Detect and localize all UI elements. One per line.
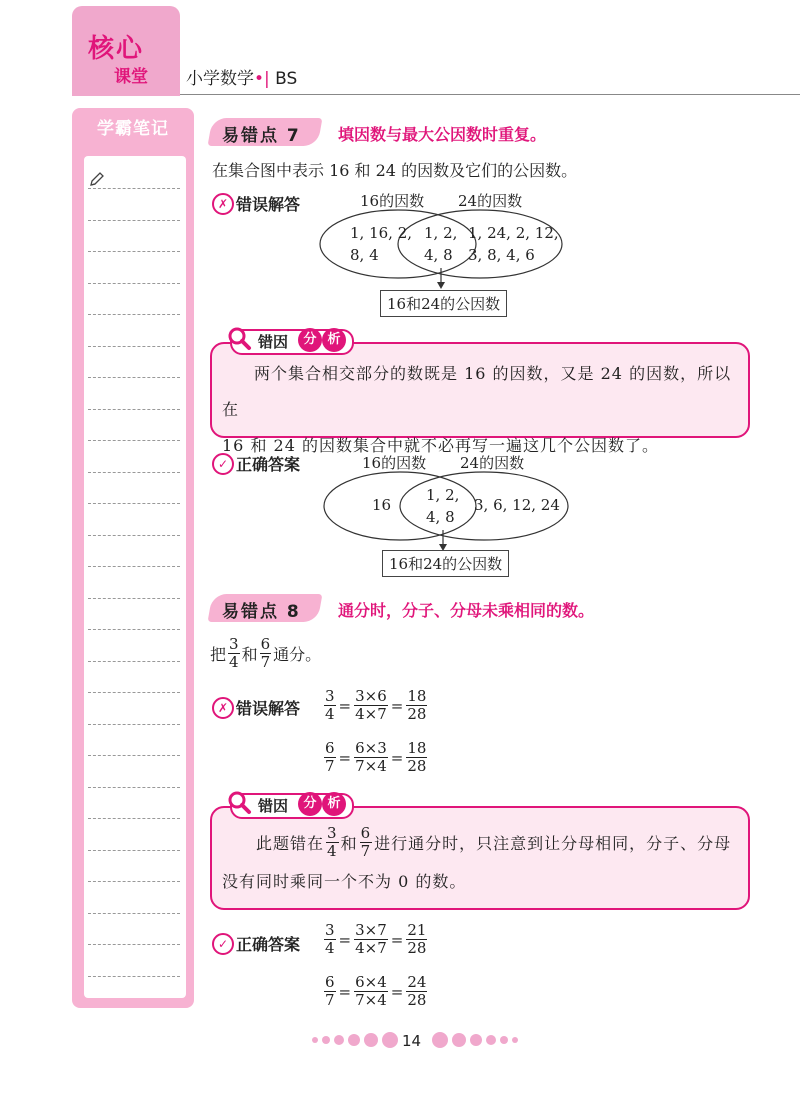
numerator: 6×4 bbox=[355, 973, 387, 991]
numerator: 3 bbox=[325, 921, 335, 939]
wrong-venn-mid-line2: 4, 8 bbox=[424, 246, 453, 264]
numerator: 18 bbox=[407, 687, 427, 705]
denominator: 28 bbox=[407, 757, 427, 775]
wrong-venn-arrow bbox=[436, 268, 446, 290]
denominator: 4×7 bbox=[355, 705, 387, 723]
section7-wrong-label: 错误解答 bbox=[236, 195, 301, 214]
footer-dot bbox=[486, 1035, 496, 1045]
wrong-venn-mid-values bbox=[424, 222, 457, 266]
numerator: 18 bbox=[407, 739, 427, 757]
numerator: 3 bbox=[325, 687, 335, 705]
equals-sign: = bbox=[338, 930, 352, 949]
wrong-icon: ✗ bbox=[212, 193, 234, 215]
correct-icon: ✓ bbox=[212, 453, 234, 475]
denominator: 7 bbox=[325, 757, 335, 775]
note-line bbox=[88, 472, 180, 473]
denominator: 28 bbox=[407, 991, 427, 1009]
wrong-venn-left-line2: 8, 4 bbox=[350, 246, 379, 264]
correct-icon-2: ✓ bbox=[212, 933, 234, 955]
magnifier-icon bbox=[226, 789, 252, 819]
fraction bbox=[324, 740, 336, 775]
wrong-venn-left-values bbox=[350, 222, 412, 266]
footer-dot bbox=[312, 1037, 318, 1043]
note-line bbox=[88, 818, 180, 819]
denominator: 4×7 bbox=[355, 939, 387, 957]
footer-dot bbox=[452, 1033, 466, 1047]
note-line bbox=[88, 629, 180, 630]
fraction bbox=[406, 974, 427, 1009]
section7-analysis-line2: 16 和 24 的因数集合中就不必再写一遍这几个公因数了。 bbox=[222, 436, 659, 455]
note-line bbox=[88, 440, 180, 441]
denominator: 28 bbox=[407, 705, 427, 723]
note-line bbox=[88, 283, 180, 284]
footer-dot bbox=[500, 1036, 508, 1044]
note-line bbox=[88, 976, 180, 977]
logo-line2: 课堂 bbox=[114, 67, 148, 87]
equals-sign: = bbox=[390, 930, 404, 949]
fraction bbox=[324, 688, 336, 723]
numerator: 6 bbox=[325, 973, 335, 991]
fraction bbox=[406, 922, 427, 957]
wrong-venn-right-values bbox=[468, 222, 559, 266]
section8-tag: 易错点 8 bbox=[222, 602, 301, 622]
wrong-equation-1 bbox=[324, 688, 427, 723]
section8-analysis-line1 bbox=[222, 822, 738, 862]
analysis-xi-badge: 析 bbox=[322, 328, 346, 352]
note-line bbox=[88, 188, 180, 189]
footer-dot bbox=[512, 1037, 518, 1043]
correct-venn-common-box: 16和24的公因数 bbox=[382, 550, 509, 577]
correct-venn-arrow bbox=[438, 530, 448, 552]
wrong-venn-mid-line1: 1, 2, bbox=[424, 224, 458, 242]
q-f1-num: 3 bbox=[229, 635, 239, 653]
wrong-venn-common-box: 16和24的公因数 bbox=[380, 290, 507, 317]
note-line bbox=[88, 377, 180, 378]
note-line bbox=[88, 913, 180, 914]
analysis-xi-badge-2: 析 bbox=[322, 792, 346, 816]
q-and: 和 bbox=[241, 645, 258, 664]
footer-dot bbox=[382, 1032, 398, 1048]
section8-correct-label: 正确答案 bbox=[236, 935, 301, 954]
note-line bbox=[88, 314, 180, 315]
numerator: 21 bbox=[407, 921, 427, 939]
analysis-fen-badge: 分 bbox=[298, 328, 322, 352]
section7-correct-label: 正确答案 bbox=[236, 455, 301, 474]
wrong-icon-2: ✗ bbox=[212, 697, 234, 719]
ana8-fraction-2 bbox=[360, 825, 373, 860]
ana8-f1-den: 4 bbox=[327, 841, 338, 860]
correct-venn-mid-values bbox=[426, 484, 459, 528]
correct-venn-mid-line2: 4, 8 bbox=[426, 508, 455, 526]
numerator: 3×6 bbox=[355, 687, 387, 705]
correct-venn-right-label: 24的因数 bbox=[460, 454, 525, 472]
note-line bbox=[88, 566, 180, 567]
footer-dot bbox=[432, 1032, 448, 1048]
wrong-venn-left-label: 16的因数 bbox=[360, 192, 425, 210]
analysis-fen-badge-2: 分 bbox=[298, 792, 322, 816]
ana8-f1-num: 3 bbox=[327, 823, 338, 842]
section7-title: 填因数与最大公因数时重复。 bbox=[338, 125, 547, 144]
denominator: 4 bbox=[325, 705, 335, 723]
wrong-equation-2 bbox=[324, 740, 427, 775]
ana8-f2-num: 6 bbox=[360, 823, 372, 842]
note-line bbox=[88, 535, 180, 536]
denominator: 28 bbox=[407, 939, 427, 957]
logo-line1: 核心 bbox=[88, 34, 145, 64]
numerator: 6 bbox=[325, 739, 335, 757]
equals-sign: = bbox=[338, 696, 352, 715]
fraction bbox=[354, 922, 388, 957]
note-line bbox=[88, 220, 180, 221]
notes-title: 学霸笔记 bbox=[97, 119, 169, 139]
equals-sign: = bbox=[390, 748, 404, 767]
fraction bbox=[324, 922, 336, 957]
edition-text: BS bbox=[275, 69, 298, 89]
note-line bbox=[88, 661, 180, 662]
ana8-post: 进行通分时，只注意到让分母相同，分子、分母 bbox=[374, 833, 732, 853]
note-line bbox=[88, 787, 180, 788]
section7-question: 在集合图中表示 16 和 24 的因数及它们的公因数。 bbox=[212, 161, 578, 180]
header-divider bbox=[180, 94, 800, 95]
numerator: 24 bbox=[407, 973, 427, 991]
section7-analysis-line1: 两个集合相交部分的数既是 16 的因数，又是 24 的因数，所以在 bbox=[222, 364, 732, 419]
ana8-fraction-1 bbox=[326, 825, 339, 860]
section8-analysis-line2: 没有同时乘同一个不为 0 的数。 bbox=[222, 872, 467, 891]
note-line bbox=[88, 692, 180, 693]
note-line bbox=[88, 346, 180, 347]
equals-sign: = bbox=[338, 748, 352, 767]
wrong-venn-right-label: 24的因数 bbox=[458, 192, 523, 210]
equals-sign: = bbox=[390, 696, 404, 715]
fraction bbox=[354, 740, 388, 775]
note-line bbox=[88, 503, 180, 504]
correct-equation-2 bbox=[324, 974, 427, 1009]
note-line bbox=[88, 409, 180, 410]
ana8-and: 和 bbox=[340, 833, 358, 853]
header-subject bbox=[186, 64, 297, 89]
section7-tag: 易错点 7 bbox=[222, 126, 301, 146]
section8-wrong-label: 错误解答 bbox=[236, 699, 301, 718]
wrong-venn-left-line1: 1, 16, 2, bbox=[350, 224, 413, 242]
denominator: 7 bbox=[325, 991, 335, 1009]
correct-venn-left-value: 16 bbox=[372, 496, 392, 514]
subject-text: 小学数学 bbox=[186, 69, 254, 89]
ana8-pre: 此题错在 bbox=[256, 833, 325, 853]
ana8-f2-den: 7 bbox=[360, 841, 372, 860]
note-line bbox=[88, 251, 180, 252]
footer-dot bbox=[322, 1036, 330, 1044]
fraction bbox=[406, 740, 427, 775]
note-line bbox=[88, 755, 180, 756]
footer-dot bbox=[470, 1034, 482, 1046]
equals-sign: = bbox=[390, 982, 404, 1001]
section8-question bbox=[210, 636, 321, 671]
correct-venn-left-label: 16的因数 bbox=[362, 454, 427, 472]
footer-dot bbox=[364, 1033, 378, 1047]
note-line bbox=[88, 724, 180, 725]
fraction bbox=[324, 974, 336, 1009]
section7-analysis-text bbox=[222, 356, 738, 464]
wrong-venn-right-line2: 3, 8, 4, 6 bbox=[468, 246, 535, 264]
numerator: 6×3 bbox=[355, 739, 387, 757]
q-prefix: 把 bbox=[210, 645, 227, 664]
note-line bbox=[88, 881, 180, 882]
correct-venn-right-value: 3, 6, 12, 24 bbox=[474, 496, 560, 514]
q-suffix: 通分。 bbox=[273, 645, 322, 664]
analysis-label: 错因 bbox=[258, 333, 289, 351]
footer-dot bbox=[334, 1035, 344, 1045]
q-fraction-1 bbox=[228, 636, 240, 671]
correct-venn-mid-line1: 1, 2, bbox=[426, 486, 460, 504]
equals-sign: = bbox=[338, 982, 352, 1001]
denominator: 7×4 bbox=[355, 991, 387, 1009]
fraction bbox=[406, 688, 427, 723]
q-f2-den: 7 bbox=[260, 653, 271, 671]
footer-dot bbox=[348, 1034, 360, 1046]
denominator: 4 bbox=[325, 939, 335, 957]
fraction bbox=[354, 688, 388, 723]
analysis-label-2: 错因 bbox=[258, 797, 289, 815]
page-number: 14 bbox=[402, 1032, 422, 1050]
note-line bbox=[88, 598, 180, 599]
numerator: 3×7 bbox=[355, 921, 387, 939]
correct-equation-1 bbox=[324, 922, 427, 957]
q-f2-num: 6 bbox=[260, 635, 271, 653]
section8-title: 通分时，分子、分母未乘相同的数。 bbox=[338, 601, 595, 620]
q-fraction-2 bbox=[260, 636, 272, 671]
section8-analysis-text bbox=[222, 822, 738, 902]
wrong-venn-right-line1: 1, 24, 2, 12, bbox=[468, 224, 559, 242]
note-line bbox=[88, 944, 180, 945]
note-line bbox=[88, 850, 180, 851]
q-f1-den: 4 bbox=[229, 653, 239, 671]
separator-dot: •| bbox=[254, 69, 270, 89]
denominator: 7×4 bbox=[355, 757, 387, 775]
fraction bbox=[354, 974, 388, 1009]
magnifier-icon bbox=[226, 325, 252, 355]
